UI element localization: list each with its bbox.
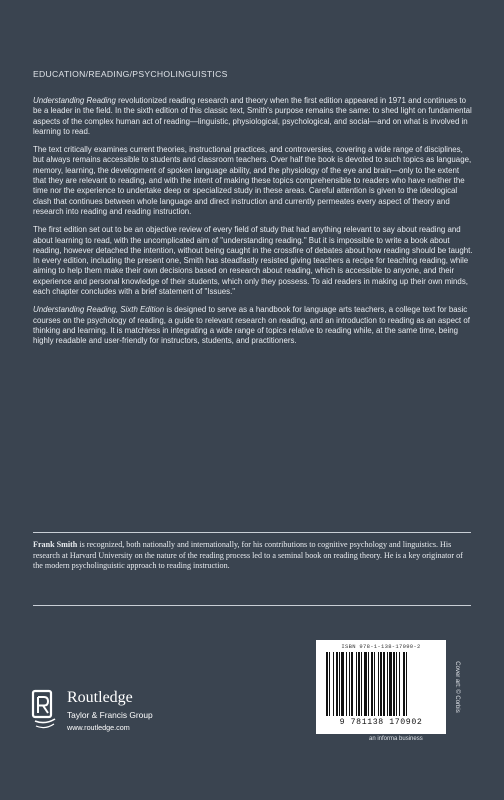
paragraph-2: The text critically examines current theories, instructional practices, and controversies, covering a wide range of disciplines, but always remains accessible to students and classroom teachers. Over half the book is devoted to such topics as language, memory, learning, the development of spoken language ability, and the physiology of the eye and brain—only to the extent that they are relevant to reading, and with the intent of making these topics comprehensible to readers who have neither the time nor the experience to undertake deep or specialized study in these areas. Careful attention is given to the ideological clash that continues between whole language and direct instruction and currently permeates every aspect of theory and research into reading and reading instruction. <box>33 145 472 216</box>
barcode-bar <box>326 652 328 716</box>
publisher-group: Taylor & Francis Group <box>67 710 153 720</box>
barcode-bar <box>336 652 338 716</box>
paragraph-3: The first edition set out to be an objective review of every field of study that had anything relevant to say about reading and about learning to read, with the uncomplicated aim of "understanding reading." But it is impossible to write a book about reading, however detached the intention, without being caught in the crossfire of debates about how reading should be taught. In every edition, including the present one, Smith has steadfastly resisted giving teachers a recipe for teaching reading, while aiming to help them make their own decisions based on research about reading, which is accessible to anyone, and their experience and personal knowledge of their students, which only they possess. To aid readers in making up their own minds, each chapter concludes with a brief statement of "Issues." <box>33 225 473 297</box>
routledge-logo-icon <box>31 689 59 731</box>
barcode-bar <box>358 652 360 716</box>
author-bio-text: is recognized, both nationally and internationally, for his contributions to cognitive psychology and linguistics. His research at Harvard University on the nature of the reading process led to a seminal book on reading theory. He is a key originator of the modern psycholinguistic approach to reading instruction. <box>33 540 463 571</box>
barcode-bar <box>378 652 379 716</box>
barcode-bar <box>374 652 375 716</box>
barcode-bar <box>351 652 353 716</box>
publisher-logo <box>31 689 181 739</box>
barcode-bar <box>341 652 344 716</box>
barcode-bar <box>380 652 382 716</box>
isbn-digits: 9 781138 170902 <box>339 718 423 727</box>
barcode-bar <box>387 652 388 716</box>
barcode-bar <box>364 652 367 716</box>
barcode-bar <box>368 652 369 716</box>
barcode-bar <box>371 652 373 716</box>
publisher-url: www.routledge.com <box>67 723 130 732</box>
barcode-bar <box>329 652 330 716</box>
barcode-bar <box>406 652 407 716</box>
paragraph-4 <box>33 305 473 346</box>
cover-credit-text: Cover art: © Corbis <box>454 661 460 713</box>
imprint-text: an informa business <box>369 736 423 742</box>
edition-title-inline: Understanding Reading, Sixth Edition <box>33 305 165 315</box>
author-name: Frank Smith <box>33 540 78 549</box>
paragraph-4-text: is designed to serve as a handbook for language arts teachers, a college text for basic courses on the psychology of reading, a guide to relevant research on reading, and an introduction to reading as an aspect of thinking and learning. It is matchless in integrating a wide range of topics relative to reading while, at the same time, being highly readable and user-friendly for instructors, students, and practitioners. <box>33 305 470 346</box>
publisher-name: Routledge <box>67 689 133 706</box>
description <box>33 96 473 355</box>
barcode-image <box>326 652 436 716</box>
barcode-bar <box>399 652 400 716</box>
divider-top <box>33 532 471 533</box>
cover-credit <box>452 647 462 731</box>
barcode-bar <box>346 652 347 716</box>
barcode-bar <box>339 652 340 716</box>
category-label: EDUCATION/READING/PSYCHOLINGUISTICS <box>33 69 228 79</box>
barcode-bar <box>361 652 362 716</box>
barcode-bar <box>356 652 357 716</box>
barcode-bar <box>333 652 334 716</box>
barcode-bar <box>396 652 397 716</box>
paragraph-1-text: revolutionized reading research and theory when the first edition appeared in 1971 and continues to be a leader in the field. In the sixth edition of this classic text, Smith's purpose remains the same: to shed light on fundamental aspects of the complex human act of reading—linguistic, physiological, psychological, and social—and on what is involved in learning to read. <box>33 96 472 136</box>
book-title-inline: Understanding Reading <box>33 96 116 105</box>
paragraph-1 <box>33 96 473 137</box>
barcode-panel <box>316 640 446 734</box>
barcode-bar <box>403 652 405 716</box>
barcode-bar <box>383 652 385 716</box>
barcode-bar <box>393 652 395 716</box>
divider-bottom <box>33 605 471 606</box>
author-bio <box>33 540 473 572</box>
isbn-text: ISBN 978-1-138-17090-2 <box>341 643 421 650</box>
barcode-bar <box>349 652 350 716</box>
barcode-bar <box>389 652 392 716</box>
